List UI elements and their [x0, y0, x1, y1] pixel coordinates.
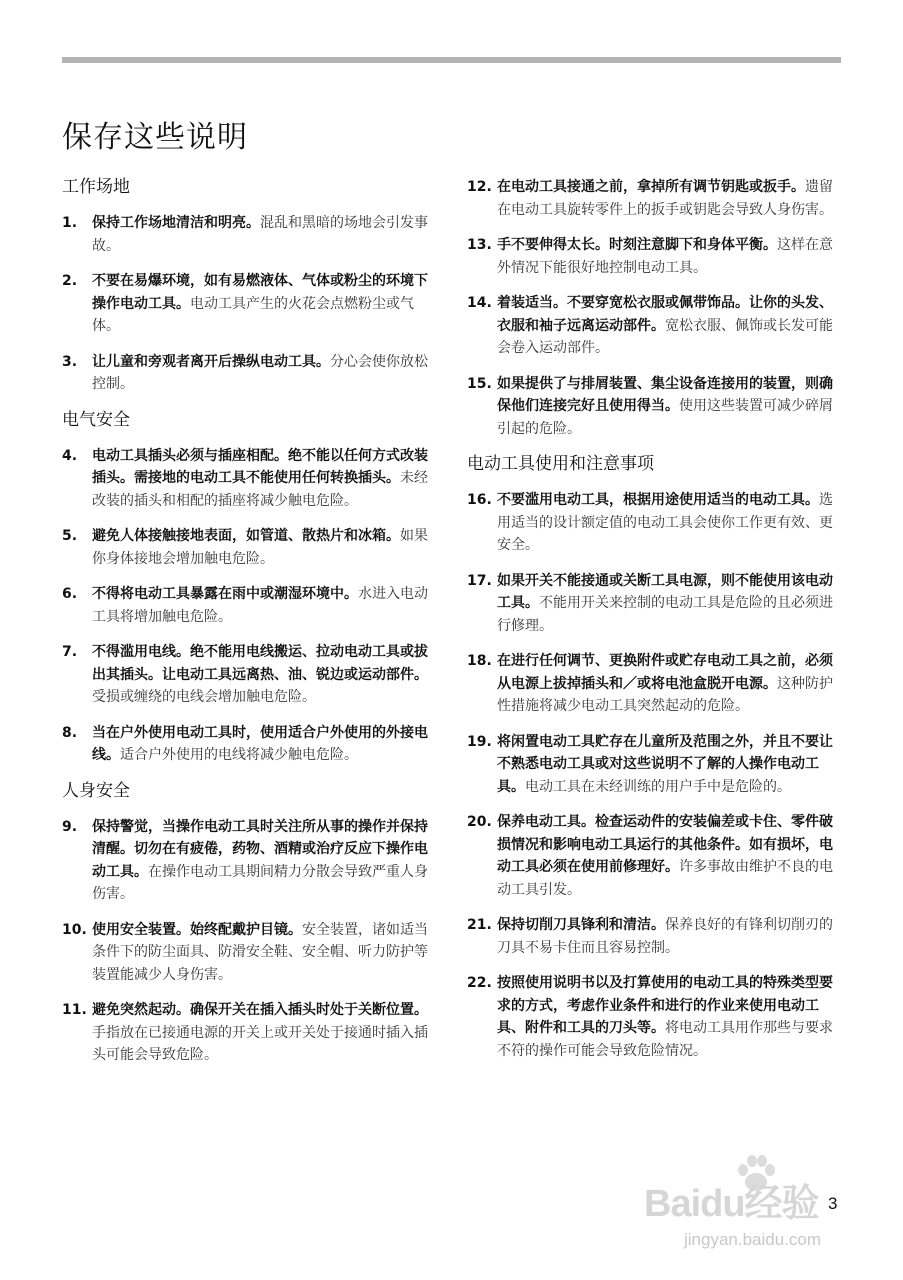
item-bold-text: 不要滥用电动工具，根据用途使用适当的电动工具。	[497, 492, 819, 508]
item-bold-text: 着装适当。不要穿宽松衣服或佩带饰品。让你的头发、衣服和袖子远离运动部件。	[497, 295, 833, 334]
item-number: 14.	[467, 295, 492, 311]
list-item	[62, 270, 440, 338]
item-number: 6.	[62, 586, 78, 602]
item-bold-text: 电动工具插头必须与插座相配。绝不能以任何方式改装插头。需接地的电动工具不能使用任何转换插头。	[92, 447, 428, 486]
list-item	[62, 583, 440, 628]
item-bold-text: 避免突然起动。确保开关在插入插头时处于关断位置。	[92, 1002, 428, 1018]
section-heading-electrical-safety: 电气安全	[62, 409, 130, 430]
item-body-text: 使用这些装置可减少碎屑引起的危险。	[497, 398, 833, 437]
item-number: 11.	[62, 1002, 87, 1018]
watermark-logo: Baidu经验	[644, 1183, 819, 1225]
list-item	[467, 914, 843, 959]
item-number: 7.	[62, 644, 78, 660]
list-item	[467, 234, 843, 279]
item-number: 19.	[467, 733, 492, 750]
item-body-text: 宽松衣服、佩饰或长发可能会卷入运动部件。	[497, 317, 833, 356]
section-heading-tool-use: 电动工具使用和注意事项	[467, 454, 654, 474]
item-number: 5.	[62, 528, 78, 544]
right-column	[467, 176, 843, 1075]
item-bold-text: 将闲置电动工具贮存在儿童所及范围之外，并且不要让不熟悉电动工具或对这些说明不了解的人操作电动工具。	[497, 733, 833, 795]
top-rule	[62, 57, 841, 63]
item-number: 22.	[467, 975, 492, 991]
list-item	[62, 445, 440, 513]
item-bold-text: 保养电动工具。检查运动件的安装偏差或卡住、零件破损情况和影响电动工具运行的其他条件。如有损坏，电动工具必须在使用前修理好。	[497, 814, 833, 875]
left-column	[62, 176, 440, 1080]
item-bold-text: 如果开关不能接通或关断工具电源，则不能使用该电动工具。	[497, 572, 833, 611]
item-body-text: 混乱和黑暗的场地会引发事故。	[92, 215, 428, 254]
page-title: 保存这些说明	[62, 120, 248, 155]
item-bold-text: 让儿童和旁观者离开后操纵电动工具。	[92, 353, 330, 370]
item-body-text: 安全装置，诸如适当条件下的防尘面具、防滑安全鞋、安全帽、听力防护等装置能减少人身伤害。	[92, 921, 428, 983]
item-bold-text: 使用安全装置。始终配戴护目镜。	[92, 921, 302, 938]
item-number: 21.	[467, 917, 492, 933]
item-body-text: 遗留在电动工具旋转零件上的扳手或钥匙会导致人身伤害。	[497, 179, 833, 218]
list-item	[467, 811, 843, 901]
item-body-text: 水进入电动工具将增加触电危险。	[92, 586, 428, 625]
baidu-watermark	[644, 1150, 844, 1270]
item-body-text: 将电动工具用作那些与要求不符的操作可能会导致危险情况。	[497, 1020, 833, 1059]
item-body-text: 不能用开关来控制的电动工具是危险的且必须进行修理。	[497, 595, 833, 634]
item-bold-text: 保持工作场地清洁和明亮。	[92, 215, 260, 231]
item-bold-text: 手不要伸得太长。时刻注意脚下和身体平衡。	[497, 237, 777, 253]
item-bold-text: 不得将电动工具暴露在雨中或潮湿环境中。	[92, 586, 358, 602]
list-item	[467, 489, 843, 557]
item-bold-text: 在电动工具接通之前，拿掉所有调节钥匙或扳手。	[497, 179, 805, 195]
list-item	[62, 641, 440, 709]
item-body-text: 受损或缠绕的电线会增加触电危险。	[92, 689, 316, 705]
item-bold-text: 按照使用说明书以及打算使用的电动工具的特殊类型要求的方式，考虑作业条件和进行的作业来使用电动工具、附件和工具的刀头等。	[497, 975, 833, 1036]
item-bold-text: 当在户外使用电动工具时，使用适合户外使用的外接电线。	[92, 724, 428, 763]
item-number: 16.	[467, 492, 492, 508]
item-bold-text: 不要在易爆环境，如有易燃液体、气体或粉尘的环境下操作电动工具。	[92, 273, 428, 312]
item-number: 15.	[467, 375, 492, 392]
item-bold-text: 在进行任何调节、更换附件或贮存电动工具之前，必须从电源上拔掉插头和／或将电池盒脱开电源。	[497, 653, 833, 692]
item-bold-text: 保持切削刀具锋利和清洁。	[497, 917, 665, 933]
item-number: 8.	[62, 724, 78, 741]
list-item	[62, 212, 440, 257]
list-item	[467, 570, 843, 638]
list-item	[62, 919, 440, 987]
item-number: 12.	[467, 179, 492, 195]
item-number: 10.	[62, 921, 87, 938]
list-item	[467, 373, 843, 441]
item-number: 1.	[62, 215, 78, 231]
item-number: 4.	[62, 447, 78, 464]
item-body-text: 适合户外使用的电线将减少触电危险。	[120, 747, 358, 763]
section-heading-personal-safety: 人身安全	[62, 780, 130, 801]
item-body-text: 如果你身体接地会增加触电危险。	[92, 528, 428, 567]
item-number: 18.	[467, 653, 492, 669]
item-body-text: 许多事故由维护不良的电动工具引发。	[497, 859, 833, 898]
item-body-text: 电动工具产生的火花会点燃粉尘或气体。	[92, 295, 414, 334]
item-bold-text: 避免人体接触接地表面，如管道、散热片和冰箱。	[92, 528, 400, 544]
item-bold-text: 保持警觉，当操作电动工具时关注所从事的操作并保持清醒。切勿在有疲倦，药物、酒精或治疗反应下操作电动工具。	[92, 818, 428, 880]
item-number: 17.	[467, 572, 492, 589]
item-body-text: 电动工具在未经训练的用户手中是危险的。	[525, 778, 791, 795]
item-number: 2.	[62, 273, 78, 289]
item-body-text: 选用适当的设计额定值的电动工具会使你工作更有效、更安全。	[497, 492, 833, 553]
list-item	[467, 176, 843, 221]
item-number: 9.	[62, 818, 78, 835]
list-item	[467, 650, 843, 718]
list-item	[467, 292, 843, 360]
item-body-text: 保养良好的有锋利切削刃的刀具不易卡住而且容易控制。	[497, 917, 833, 956]
item-number: 3.	[62, 353, 78, 370]
item-body-text: 这样在意外情况下能很好地控制电动工具。	[497, 237, 833, 276]
list-item	[467, 731, 843, 799]
item-body-text: 分心会使你放松控制。	[92, 353, 428, 392]
item-number: 20.	[467, 814, 492, 830]
item-body-text: 这种防护性措施将减少电动工具突然起动的危险。	[497, 675, 833, 714]
item-number: 13.	[467, 237, 492, 253]
page-number: 3	[828, 1194, 838, 1213]
item-body-text: 在操作电动工具期间精力分散会导致严重人身伤害。	[92, 863, 428, 902]
item-body-text: 手指放在已接通电源的开关上或开关处于接通时插入插头可能会导致危险。	[92, 1024, 428, 1063]
list-item	[62, 816, 440, 906]
list-item	[62, 999, 440, 1067]
item-bold-text: 如果提供了与排屑装置、集尘设备连接用的装置，则确保他们连接完好且使用得当。	[497, 375, 833, 414]
list-item	[62, 351, 440, 396]
item-body-text: 未经改装的插头和相配的插座将减少触电危险。	[92, 470, 428, 509]
list-item	[467, 972, 843, 1062]
list-item	[62, 722, 440, 767]
section-heading-work-area: 工作场地	[62, 177, 130, 197]
list-item	[62, 525, 440, 570]
watermark-url: jingyan.baidu.com	[684, 1230, 822, 1249]
item-bold-text: 不得滥用电线。绝不能用电线搬运、拉动电动工具或拔出其插头。让电动工具远离热、油、锐边或运动部件。	[92, 644, 428, 683]
